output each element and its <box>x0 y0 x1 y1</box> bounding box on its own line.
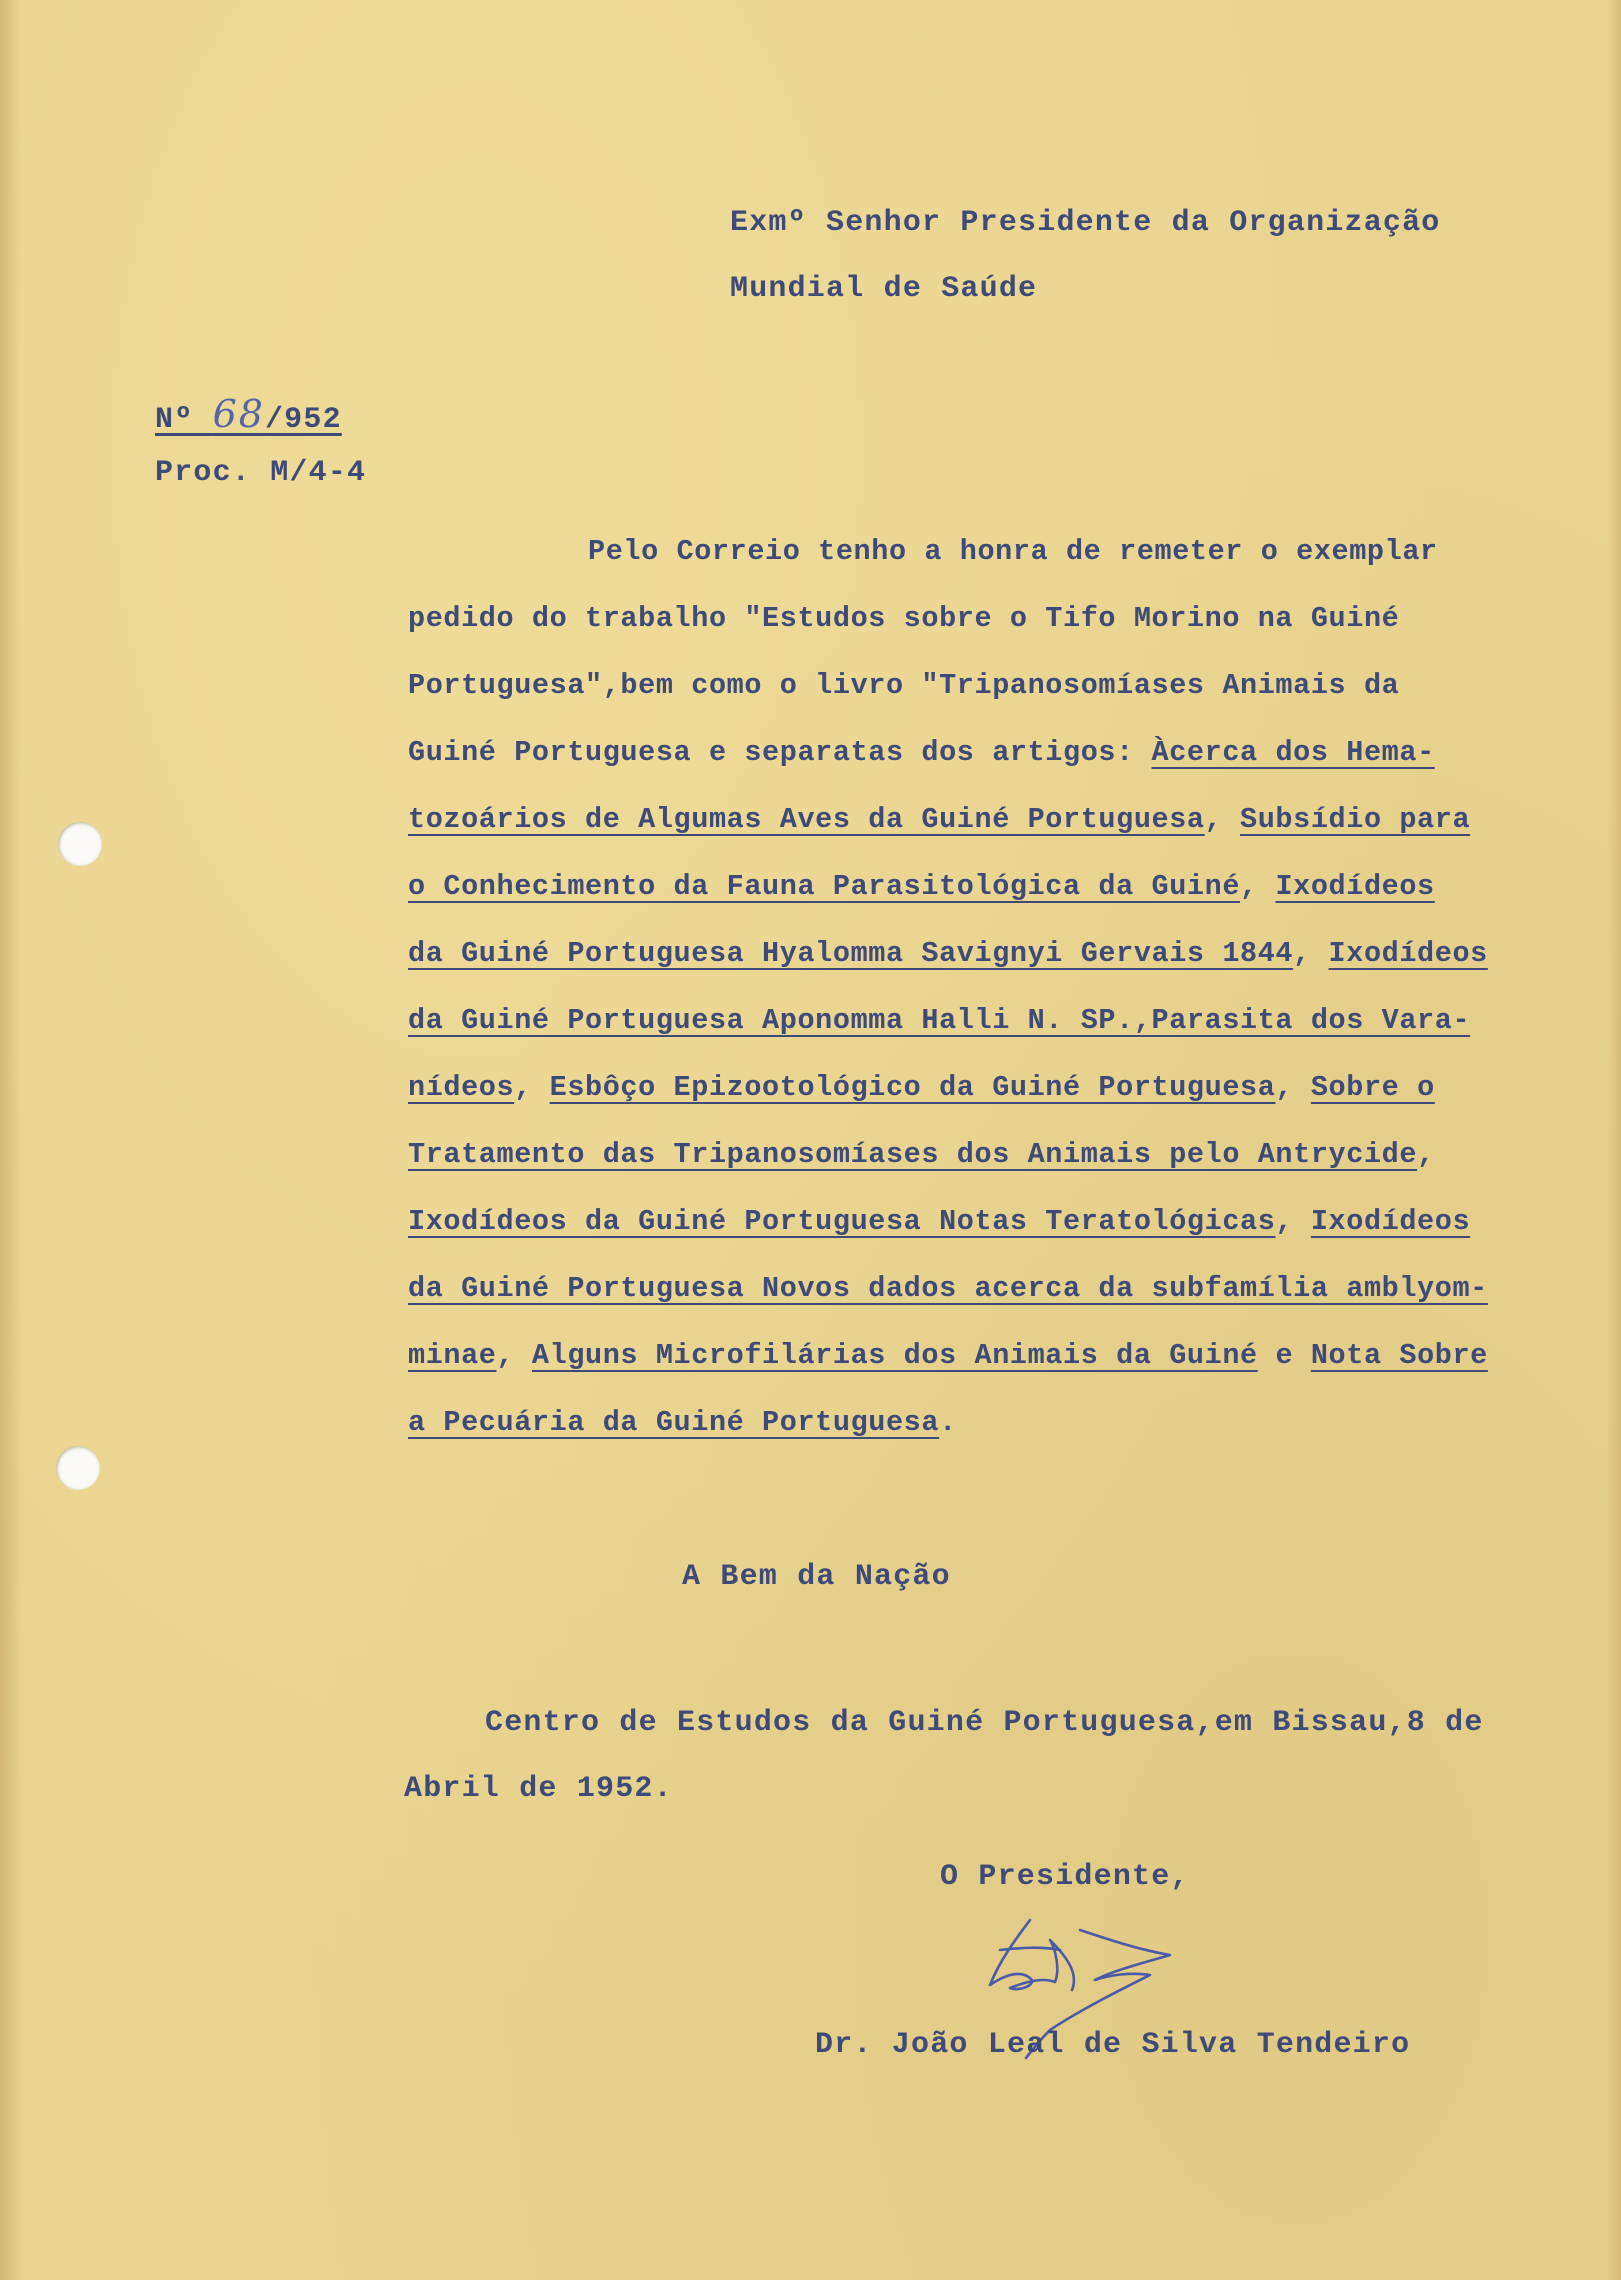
body-line-4 <box>408 719 1618 786</box>
article-title-7: Ixodídeos da Guiné Portuguesa Notas Teratológicas <box>408 1205 1276 1238</box>
body-line-5 <box>408 786 1618 853</box>
article-title-9: Alguns Microfilárias dos Animais da Guiné <box>531 1339 1258 1372</box>
body-line-12 <box>408 1255 1618 1322</box>
place-and-date <box>405 1690 1484 1822</box>
article-title-5: Esbôço Epizootológico da Guiné Portuguesa <box>549 1071 1276 1104</box>
place-date-line-1: Centro de Estudos da Guiné Portuguesa,em Bissau,8 de <box>485 1706 1484 1740</box>
ref-handwritten-number: 68 <box>212 392 265 436</box>
closing-salutation: A Bem da Nação <box>682 1560 951 1594</box>
ref-prefix: Nº <box>155 403 213 437</box>
body-line-8 <box>408 987 1618 1054</box>
article-title-4-end: nídeos <box>408 1071 515 1104</box>
reference-number <box>155 392 342 437</box>
body-line-13 <box>408 1322 1618 1389</box>
article-title-2: Subsídio para <box>1240 803 1471 836</box>
separator: , <box>1240 870 1276 903</box>
article-title-10: Nota Sobre <box>1310 1339 1488 1372</box>
separator: , <box>496 1339 532 1372</box>
body-line-3: Portuguesa",bem como o livro "Tripanosomíases Animais da <box>408 669 1400 702</box>
separator: , <box>1417 1138 1435 1171</box>
article-title-10-cont: a Pecuária da Guiné Portuguesa <box>408 1406 940 1439</box>
separator: , <box>514 1071 550 1104</box>
body-line-1: Pelo Correio tenho a honra de remeter o exemplar <box>588 535 1438 568</box>
separator: , <box>1204 803 1241 836</box>
separator: e <box>1257 1339 1311 1372</box>
article-title-4-cont: da Guiné Portuguesa Aponomma Halli N. SP.,Parasita dos Vara- <box>408 1004 1471 1037</box>
article-title-3: Ixodídeos <box>1275 870 1435 903</box>
signer-name: Dr. João Leal de Silva Tendeiro <box>815 2028 1411 2062</box>
article-title-2-cont: o Conhecimento da Fauna Parasitológica da Guiné <box>408 870 1241 903</box>
addressee-block <box>730 190 1441 322</box>
article-title-6-cont: Tratamento das Tripanosomíases dos Animais pelo Antrycide <box>408 1138 1418 1171</box>
body-line-11 <box>408 1188 1618 1255</box>
process-reference: Proc. M/4-4 <box>155 456 367 490</box>
place-date-line-2: Abril de 1952. <box>404 1772 673 1806</box>
body-line-6 <box>408 853 1618 920</box>
punch-hole-top <box>58 822 102 866</box>
paper-edge-left <box>0 0 22 2280</box>
body-line-14 <box>408 1389 1618 1456</box>
article-title-1: Àcerca dos Hema- <box>1151 736 1435 769</box>
article-title-1-cont: tozoários de Algumas Aves da Guiné Portuguesa <box>408 803 1205 836</box>
article-title-4: Ixodídeos <box>1328 937 1488 970</box>
article-title-8-end: minae <box>408 1339 497 1372</box>
ref-suffix: /952 <box>264 403 342 437</box>
article-title-8: Ixodídeos <box>1310 1205 1471 1238</box>
article-title-8-cont: da Guiné Portuguesa Novos dados acerca da subfamília amblyom- <box>408 1272 1488 1305</box>
signoff: O Presidente, <box>940 1860 1190 1894</box>
full-stop: . <box>939 1406 957 1439</box>
body-line-9 <box>408 1054 1618 1121</box>
punch-hole-bottom <box>56 1446 100 1490</box>
body-line-2: pedido do trabalho "Estudos sobre o Tifo Morino na Guiné <box>408 602 1400 635</box>
body-line-10 <box>408 1121 1618 1188</box>
separator: , <box>1275 1071 1311 1104</box>
body-line-4-text: Guiné Portuguesa e separatas dos artigos: <box>408 736 1152 769</box>
body-line-7 <box>408 920 1618 987</box>
addressee-line-2: Mundial de Saúde <box>730 272 1038 306</box>
article-title-3-cont: da Guiné Portuguesa Hyalomma Savignyi Gervais 1844 <box>408 937 1294 970</box>
separator: , <box>1293 937 1329 970</box>
letter-body <box>408 518 1618 1456</box>
addressee-line-1: Exmº Senhor Presidente da Organização <box>730 206 1441 240</box>
separator: , <box>1275 1205 1311 1238</box>
article-title-6: Sobre o <box>1310 1071 1435 1104</box>
